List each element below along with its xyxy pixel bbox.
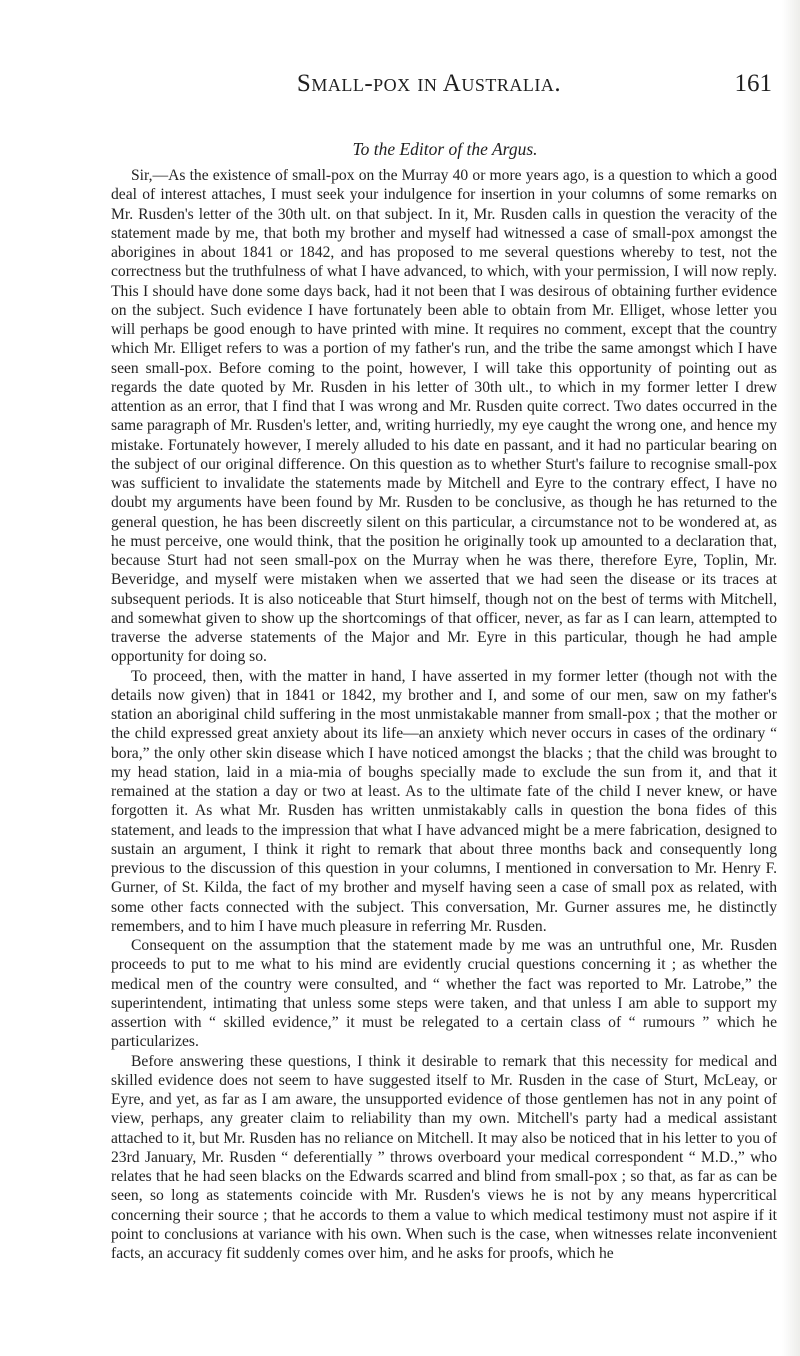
paragraph-4: Before answering these questions, I think it desirable to remark that this necessity for medical and skilled evidence does not seem to have suggested itself to Mr. Rusden in the case of Sturt, McLeay, or Eyre, and yet, as far as I am aware, the unsupported evidence of those gentlemen has not in any point of view, perhaps, any greater claim to reliability than my own. Mitchell's party had a medical assistant attached to it, but Mr. Rusden has no reliance on Mitchell. It may also be noticed that in his letter to you of 23rd January, Mr. Rusden “ deferentially ” throws overboard your medical correspondent “ M.D.,” who relates that he had seen blacks on the Edwards scarred and blind from small-pox ; so that, as far as can be seen, so long as statements coincide with Mr. Rusden's views he is not by any means hypercritical concerning their source ; that he accords to them a value to which medical testimony must not aspire if it point to conclusions at variance with his own. When such is the case, when witnesses relate inconvenient facts, an accuracy fit suddenly comes over him, and he asks for proofs, which he bbox=[111, 1052, 777, 1262]
paragraph-2: To proceed, then, with the matter in hand, I have asserted in my former letter (though not with the details now given) that in 1841 or 1842, my brother and I, and some of our men, saw on my father's station an aboriginal child suffering in the most unmistakable manner from small-pox ; that the mother or the child expressed great anxiety about its life—an anxiety which never occurs in cases of the ordinary “ bora,” the only other skin disease which I have noticed amongst the blacks ; that the child was brought to my head station, laid in a mia-mia of boughs specially made to exclude the sun from it, and that it remained at the station a day or two at least. As to the ultimate fate of the child I never knew, or have forgotten it. As what Mr. Rusden has written unmistakably calls in question the bona fides of this statement, and leads to the impression that what I have advanced might be a mere fabrication, designed to sustain an argument, I think it right to remark that about three months back and consequently long previous to the discussion of this question in your columns, I mentioned in conversation to Mr. Henry F. Gurner, of St. Kilda, the fact of my brother and myself having seen a case of small pox as related, with some other facts connected with the subject. This conversation, Mr. Gurner assures me, he distinctly remembers, and to him I have much pleasure in referring Mr. Rusden. bbox=[111, 667, 777, 935]
letter-heading: To the Editor of the Argus. bbox=[352, 139, 538, 159]
page-number: 161 bbox=[734, 70, 772, 97]
running-title: Small-pox in Australia. bbox=[296, 70, 562, 97]
letter-body bbox=[111, 166, 777, 1263]
running-head bbox=[86, 70, 772, 100]
paragraph-1: Sir,—As the existence of small-pox on the Murray 40 or more years ago, is a question to which a good deal of interest attaches, I must seek your indulgence for insertion in your columns of some remarks on Mr. Rusden's letter of the 30th ult. on that subject. In it, Mr. Rusden calls in question the veracity of the statement made by me, that both my brother and myself had witnessed a case of small-pox amongst the aborigines in about 1841 or 1842, and has proposed to me several questions whereby to test, not the correctness but the truthfulness of what I have advanced, to which, with your permission, I will now reply. This I should have done some days back, had it not been that I was desirous of obtaining further evidence on the subject. Such evidence I have fortunately been able to obtain from Mr. Elliget, whose letter you will perhaps be good enough to have printed with mine. It requires no comment, except that the country which Mr. Elliget refers to was a portion of my father's run, and the tribe the same amongst which I have seen small-pox. Before coming to the point, however, I will take this opportunity of pointing out as regards the date quoted by Mr. Rusden in his letter of 30th ult., to which in my former letter I drew attention as an error, that I find that I was wrong and Mr. Rusden quite correct. Two dates occurred in the same paragraph of Mr. Rusden's letter, and, writing hurriedly, my eye caught the wrong one, and hence my mistake. Fortunately however, I merely alluded to his date en passant, and it had no particular bearing on the subject of our original difference. On this question as to whether Sturt's failure to recognise small-pox was sufficient to invalidate the statements made by Mitchell and Eyre to the contrary effect, I have no doubt my arguments have been found by Mr. Rusden to be conclusive, as though he has returned to the general question, he has been discreetly silent on this particular, a circumstance not to be wondered at, as he must perceive, one would think, that the position he originally took up amounted to a declaration that, because Sturt had not seen small-pox on the Murray when he was there, therefore Eyre, Toplin, Mr. Beveridge, and myself were mistaken when we asserted that we had seen the disease or its traces at subsequent periods. It is also noticeable that Sturt himself, though not on the best of terms with Mitchell, and somewhat given to show up the shortcomings of that officer, never, as far as I can learn, attempted to traverse the adverse statements of the Major and Mr. Eyre in this particular, though he had ample opportunity for doing so. bbox=[111, 167, 777, 666]
paragraph-3: Consequent on the assumption that the statement made by me was an untruthful one, Mr. Rusden proceeds to put to me what to his mind are evidently crucial questions concerning it ; as whether the medical men of the country were consulted, and “ whether the fact was reported to Mr. Latrobe,” the superintendent, intimating that unless some steps were taken, and that unless I am able to support my assertion with “ skilled evidence,” it must be relegated to a certain class of “ rumours ” which he particularizes. bbox=[111, 937, 777, 1051]
page-edge-shadow bbox=[782, 0, 800, 1356]
